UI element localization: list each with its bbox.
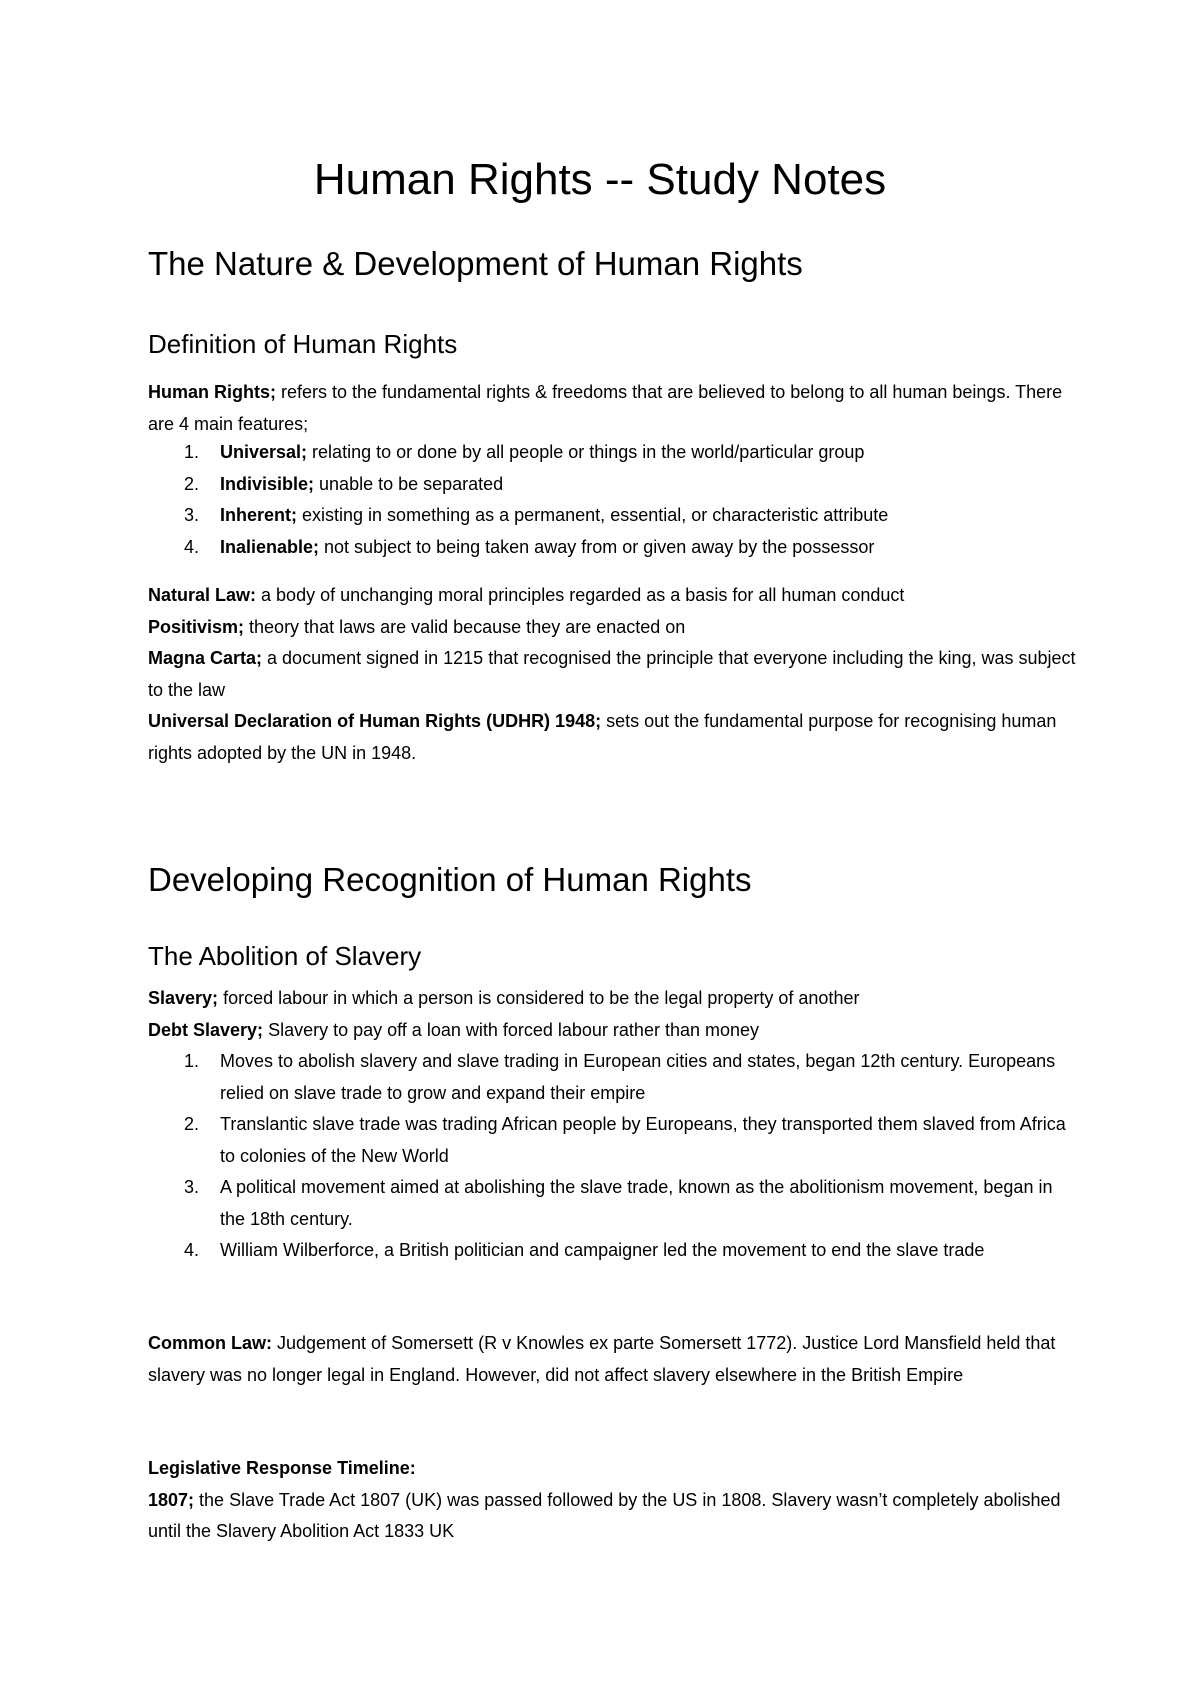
list-number: 4. xyxy=(184,536,200,557)
term: Inherent; xyxy=(220,505,298,525)
term: Slavery; xyxy=(148,988,219,1008)
definition-udhr xyxy=(148,706,1078,769)
definitions-block xyxy=(148,580,1078,769)
section-heading-nature: The Nature & Development of Human Rights xyxy=(148,245,803,282)
abolition-points-list xyxy=(148,1046,1078,1267)
definition-slavery xyxy=(148,983,1078,1015)
definition-magna-carta xyxy=(148,643,1078,706)
term: Magna Carta; xyxy=(148,648,263,668)
list-item xyxy=(148,500,1078,532)
definition-text: relating to or done by all people or things in the world/particular group xyxy=(307,442,865,462)
term: Debt Slavery; xyxy=(148,1019,264,1040)
timeline-entry xyxy=(148,1485,1078,1548)
term: Human Rights; xyxy=(148,382,276,402)
subheading-abolition: The Abolition of Slavery xyxy=(148,941,422,971)
list-number: 3. xyxy=(184,505,200,525)
point-text: Moves to abolish slavery and slave trading in European cities and states, began 12th century. Europeans relied on slave trade to grow and expand their empire xyxy=(220,1051,1056,1103)
term: Indivisible; xyxy=(220,473,315,494)
point-text: Translantic slave trade was trading African people by Europeans, they transported them slaved from Africa to colonies of the New World xyxy=(220,1114,1066,1166)
list-number: 1. xyxy=(184,1051,200,1071)
definition-text: Slavery to pay off a loan with forced labour rather than money xyxy=(263,1019,760,1040)
definition-text: a document signed in 1215 that recognised the principle that everyone including the king, was subject to the law xyxy=(148,648,1076,700)
definition-text: the Slave Trade Act 1807 (UK) was passed followed by the US in 1808. Slavery wasn’t completely abolished until the Slavery Abolition Act 1833 UK xyxy=(148,1489,1061,1541)
definition-text: existing in something as a permanent, essential, or characteristic attribute xyxy=(297,505,889,525)
list-item xyxy=(148,532,1078,564)
term: Universal; xyxy=(220,442,308,462)
list-item xyxy=(148,469,1078,501)
list-item xyxy=(148,1109,1078,1172)
definition-positivism xyxy=(148,612,1078,644)
definition-text: theory that laws are valid because they are enacted on xyxy=(244,616,686,637)
human-rights-definition xyxy=(148,377,1078,440)
list-number: 4. xyxy=(184,1240,200,1260)
page-title: Human Rights -- Study Notes xyxy=(313,155,887,204)
list-number: 3. xyxy=(184,1177,200,1197)
term: Inalienable; xyxy=(220,536,320,557)
section-heading-recognition: Developing Recognition of Human Rights xyxy=(148,861,752,898)
term: 1807; xyxy=(148,1489,195,1510)
definition-text: not subject to being taken away from or given away by the possessor xyxy=(319,536,875,557)
features-list xyxy=(148,437,1078,563)
list-number: 1. xyxy=(184,442,200,462)
definition-text: sets out the fundamental purpose for recognising human rights adopted by the UN in 1948. xyxy=(148,711,1057,763)
timeline-block xyxy=(148,1453,1078,1548)
definition-text: Judgement of Somersett (R v Knowles ex parte Somersett 1772). Justice Lord Mansfield held that slavery was no longer legal in England. However, did not affect slavery elsewhere in the British Empire xyxy=(148,1333,1056,1385)
definition-text: unable to be separated xyxy=(314,473,504,494)
subheading-definition: Definition of Human Rights xyxy=(148,329,458,359)
definition-text: a body of unchanging moral principles regarded as a basis for all human conduct xyxy=(256,585,905,605)
timeline-heading xyxy=(148,1453,1078,1485)
list-item xyxy=(148,1235,1078,1267)
term: Common Law: xyxy=(148,1333,272,1353)
term: Universal Declaration of Human Rights (UDHR) 1948; xyxy=(148,711,602,731)
timeline-heading-text: Legislative Response Timeline: xyxy=(148,1458,416,1478)
list-item xyxy=(148,1172,1078,1235)
definition-debt-slavery xyxy=(148,1015,1078,1047)
list-number: 2. xyxy=(184,1114,200,1134)
definition-text: refers to the fundamental rights & freedoms that are believed to belong to all human beings. There are 4 main features; xyxy=(148,382,1063,434)
definition-text: forced labour in which a person is considered to be the legal property of another xyxy=(218,988,860,1008)
common-law-paragraph xyxy=(148,1328,1078,1391)
term: Positivism; xyxy=(148,616,245,637)
slavery-definitions xyxy=(148,983,1078,1046)
term: Natural Law: xyxy=(148,585,257,605)
list-number: 2. xyxy=(184,473,200,494)
list-item xyxy=(148,437,1078,469)
point-text: William Wilberforce, a British politician and campaigner led the movement to end the slave trade xyxy=(220,1240,985,1260)
definition-natural-law xyxy=(148,580,1078,612)
list-item xyxy=(148,1046,1078,1109)
point-text: A political movement aimed at abolishing the slave trade, known as the abolitionism movement, began in the 18th century. xyxy=(220,1177,1053,1229)
